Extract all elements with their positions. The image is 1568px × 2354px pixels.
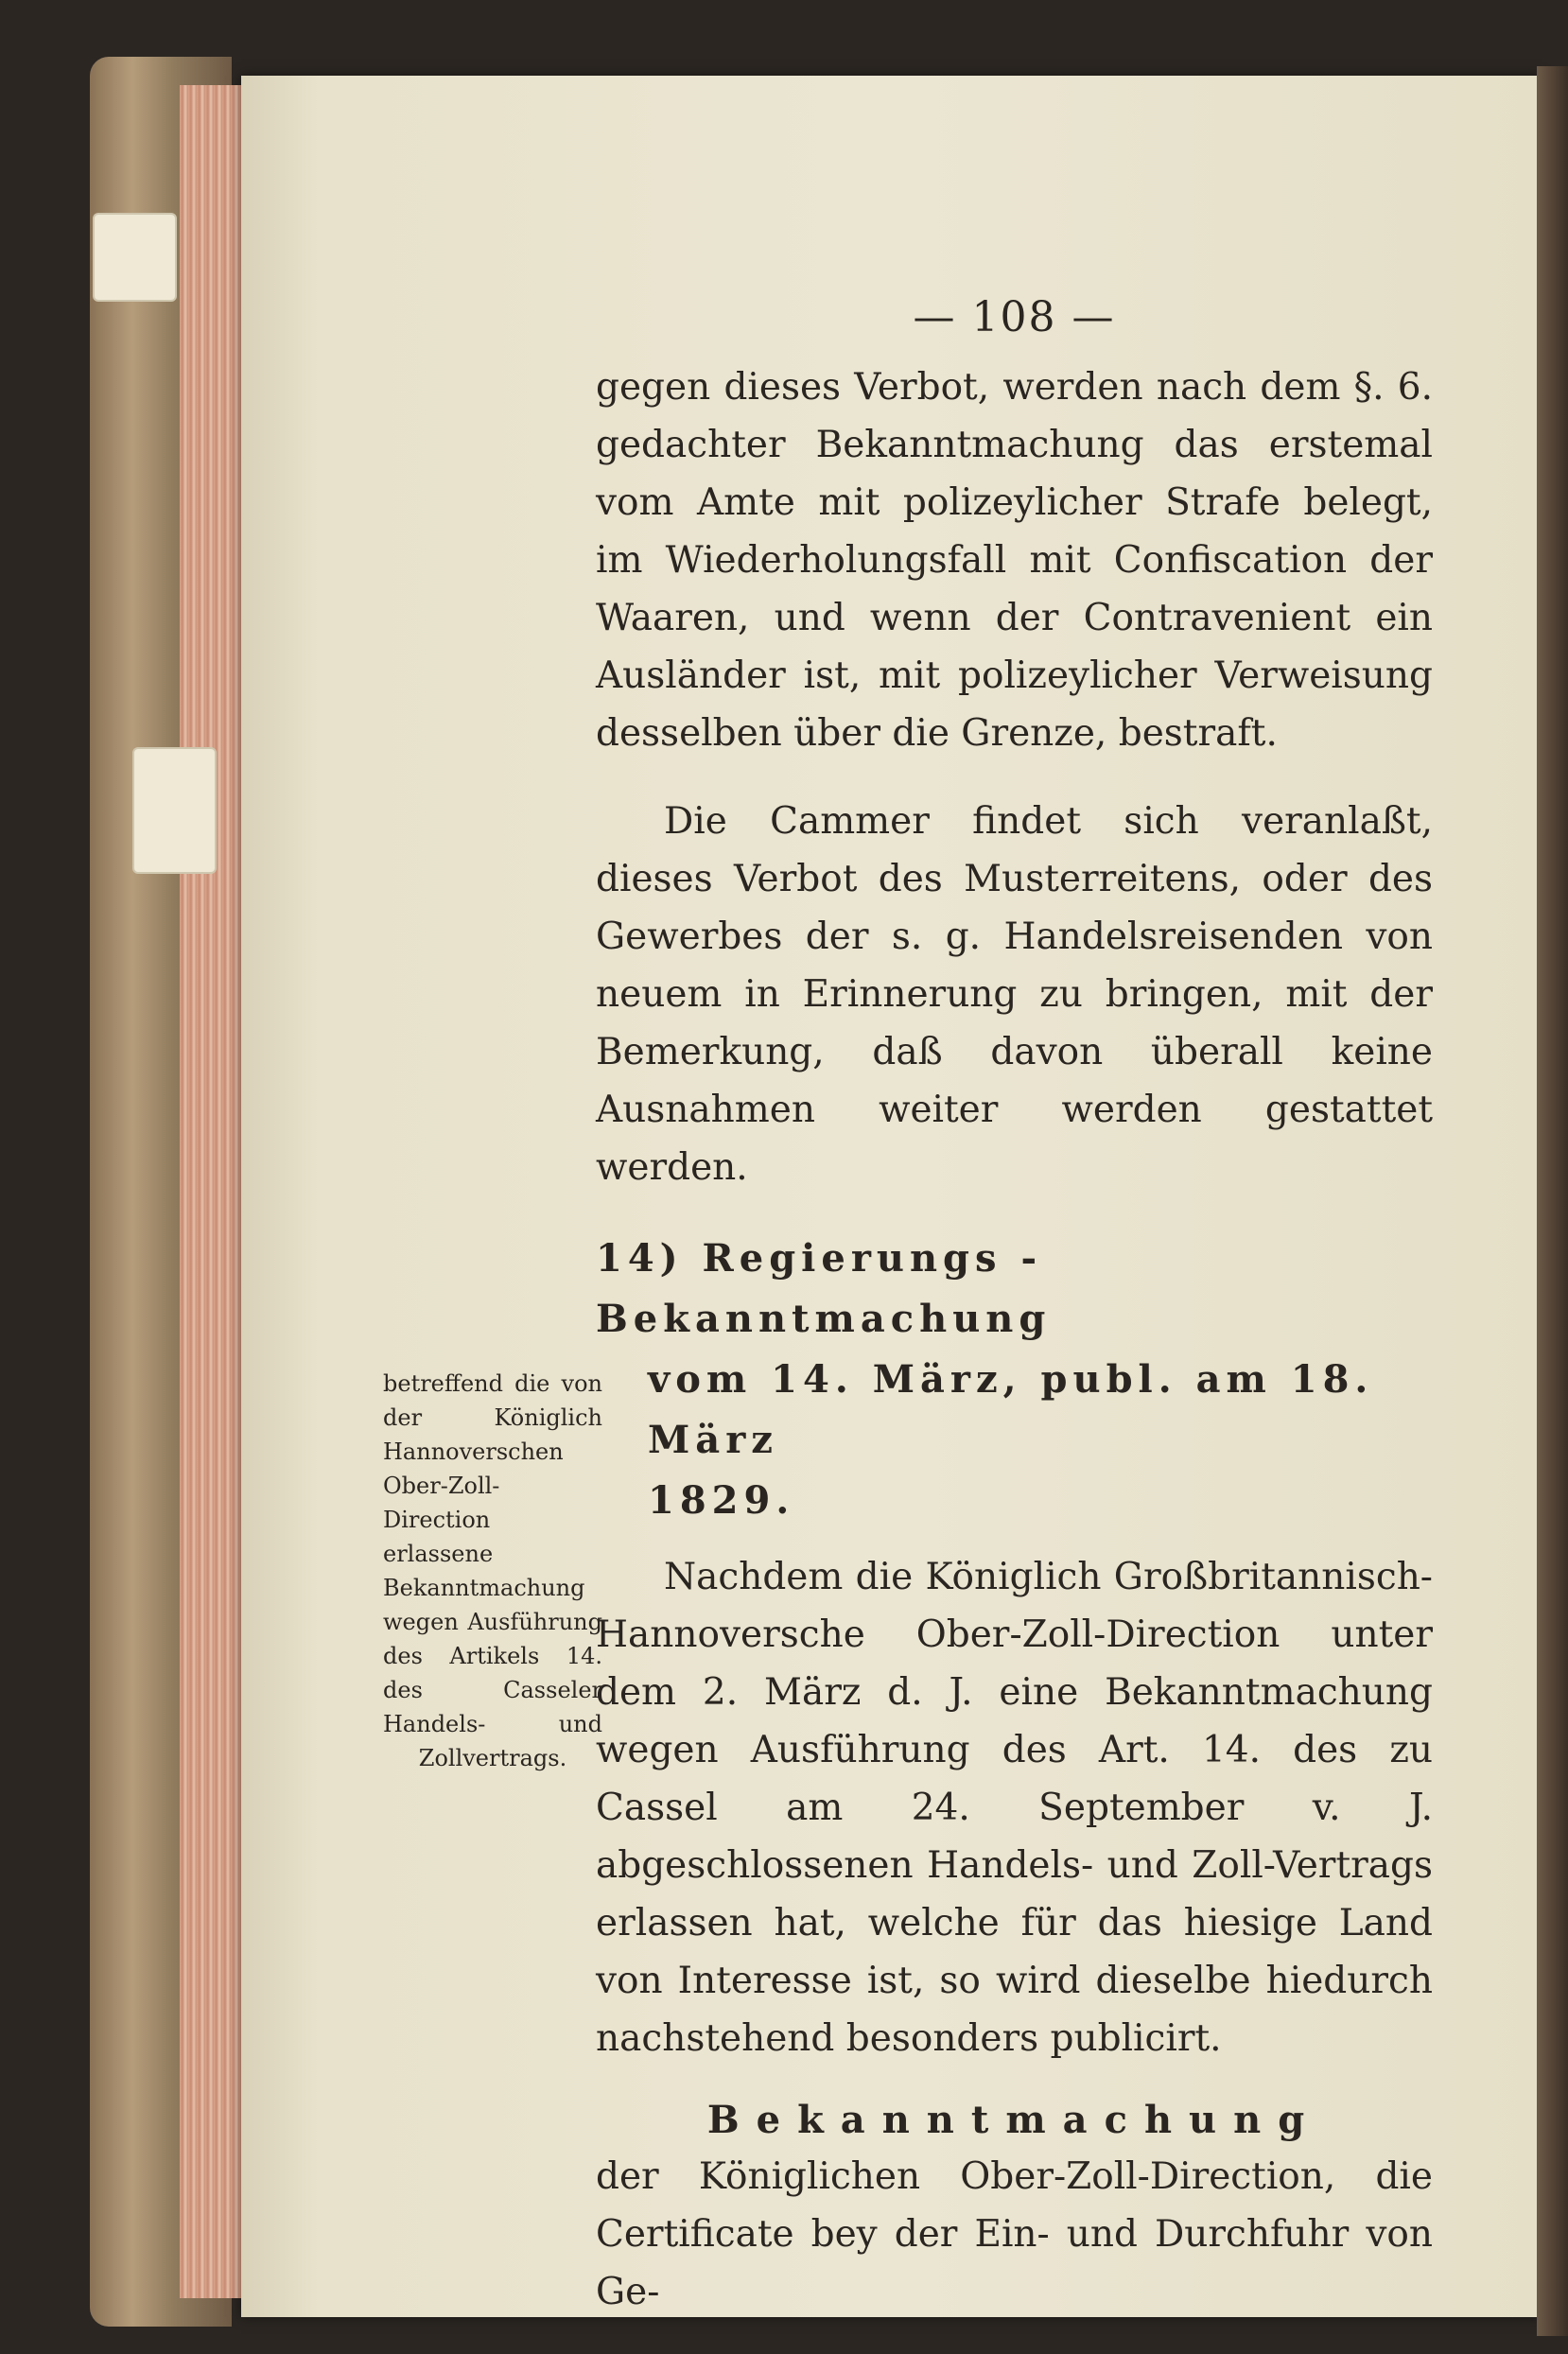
section-heading-line1: 14) Regierungs - Bekanntmachung: [596, 1236, 1052, 1341]
section-heading-line2: vom 14. März, publ. am 18. März: [648, 1357, 1374, 1462]
marginal-note: betreffend die von der Königlich Hannoverschen Ober-Zoll-Direction erlassene Bekanntmachung wegen Ausführung des Artikels 14. des Casseler Handels- und Zollvertrags.: [383, 1370, 602, 1771]
bookmark-tab-middle: [132, 747, 217, 874]
section-heading: [596, 1229, 1433, 1531]
paragraph-nachdem: Nachdem die Königlich Großbritannisch-Hannoversche Ober-Zoll-Direction unter dem 2. März d. J. eine Bekanntmachung wegen Ausführung des Art. 14. des zu Cassel am 24. September v. J. abgeschlossenen Handels- und Zoll-Vertrags erlassen hat, welche für das hiesige Land von Interesse ist, so wird dieselbe hiedurch nachstehend besonders publicirt.: [596, 1556, 1433, 2060]
bekanntmachung-subtitle: der Königlichen Ober-Zoll-Direction, die Certificate bey der Ein- und Durchfuhr von Ge-: [596, 2155, 1433, 2313]
page-content: [596, 293, 1433, 2321]
section-heading-line3: 1829.: [648, 1478, 795, 1523]
paragraph-cammer: Die Cammer findet sich veranlaßt, dieses Verbot des Musterreitens, oder des Gewerbes der s. g. Handelsreisenden von neuem in Erinnerung zu bringen, mit der Bemerkung, daß davon überall keine Ausnahmen weiter werden gestattet werden.: [596, 800, 1433, 1189]
page-fore-edge: [180, 85, 246, 2298]
bekanntmachung-title: Bekanntmachung: [706, 2098, 1322, 2142]
page-number: — 108 —: [913, 293, 1116, 341]
bookmark-tab-top: [93, 213, 177, 302]
facing-page-edge: [1537, 66, 1568, 2336]
paragraph-continuation: gegen dieses Verbot, werden nach dem §. 6. gedachter Bekanntmachung das erstemal vom Amte mit polizeylicher Strafe belegt, im Wiederholungsfall mit Confiscation der Waaren, und wenn der Contravenient ein Ausländer ist, mit polizeylicher Verweisung desselben über die Grenze, bestraft.: [596, 366, 1433, 755]
